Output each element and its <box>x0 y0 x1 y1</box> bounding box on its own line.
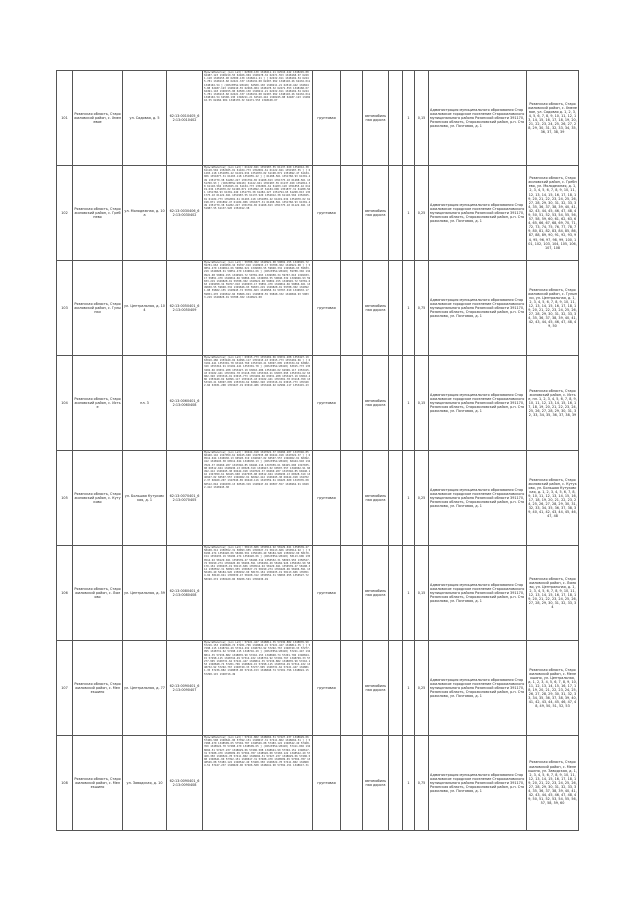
geometry-cell: МультиПолигон[ (Lon Lat): 60444.918 1347022.37 60460.207 1347046.85 60440.116 1347059.61 60425.600 1347035.08 60444.918 1347022.37 ] [ 60512.044 1346930.13 60528.319 1346947.02 60507.557 1346962.91 60492.412 1346945.38 60512.044 1346930.13 ] (CRS=EPSG:28418) 60444.918 1347022.37 60460.207 1347046.85 60440.116 1347059.61 60425.600 1347035.08 60512.044 1346930.13 60528.319 1346947.02 60507.557 1346962.91 60492.412 1346945.38 60444.918 1347022.37 60460.207 1347046.85 60440.116 1347059.61 60425.600 1347035.08 60512.044 1346930.13 60528.319 1346947.02 60507.557 1346962.91 60492.412 1346945.38 60444.918 1347022.37 60460.207 1347046.85 60440.116 1347059.61 60425.600 1347035.08 60512.044 1346930.13 60528.319 1346947.02 60507.557 1346962.91 60492.412 1346945.38 <box>203 451 313 546</box>
empty-cell <box>389 261 403 356</box>
width-cell: 0,15 <box>415 356 429 451</box>
geometry-cell: МультиПолигон[ (Lon Lat): 62500.130 1348211.21 62510.442 1348245.88 62487.123 1348210.55 62466.904 1348178.32 62471.553 1348168.07 62491.118 1348155.90 62500.130 1348211.21 ] [ 62432.011 1348102.54 62445.781 1348115.60 62421.337 1348132.08 62407.992 1348118.46 62432.011 1348102.54 ] (CRS=EPSG:28418) 62500.130 1348211.21 62510.442 1348245.88 62487.123 1348210.55 62466.904 1348178.32 62471.553 1348168.07 62491.118 1348155.90 62500.130 1348211.21 62432.011 1348102.54 62445.781 1348115.60 62421.337 1348132.08 62407.992 1348118.46 62432.011 1348102.54 62500.130 1348211.21 62510.442 1348245.88 62487.123 1348210.55 62466.904 1348178.32 62471.553 1348168.07 <box>203 71 313 166</box>
row-number: 106 <box>57 546 73 641</box>
table-row <box>57 641 579 736</box>
addresses-cell: Рязанская область, Старожиловский район, с. Кутуково, ул. Большая Кутуковская, д. 1, 2, 3, 4, 5, 6, 7, 8, 9, 10, 11, 12, 13, 14, 15, 16, 17, 18, 19, 20, 21, 22, 23, 24, 25, 26, 27, 28, 29, 30, 31, 32, 33, 34, 35, 36, 37, 38, 39, 40, 41, 42, 43, 44, 45, 46, 47, 48 <box>527 451 579 546</box>
table-row <box>57 736 579 831</box>
geometry-cell: МультиПолигон[ (Lon Lat): 57221.447 1348811.35 57236.882 1348835.90 57216.153 1348848.74 57201.796 1348824.15 57221.447 1348811.35 ] [ 57298.115 1348716.49 57314.432 1348732.92 57292.767 1348749.33 57277.995 1348731.62 57298.115 1348716.49 ] (CRS=EPSG:28418) 57221.447 1348811.35 57236.882 1348835.90 57216.153 1348848.74 57201.796 1348824.15 57298.115 1348716.49 57314.432 1348732.92 57292.767 1348749.33 57277.995 1348731.62 57221.447 1348811.35 57236.882 1348835.90 57216.153 1348848.74 57201.796 1348824.15 57298.115 1348716.49 57314.432 1348732.92 57292.767 1348749.33 57277.995 1348731.62 57221.447 1348811.35 57236.882 1348835.90 57216.153 1348848.74 57201.796 1348824.15 57298.115 1348716.49 <box>203 641 313 736</box>
count-cell: 1 <box>403 261 415 356</box>
owner-cell: Администрация муниципального образования Старожиловское городское поселение Старожиловского муниципального района Рязанской области 391170, Рязанская область, Старожиловский район, р.п. Старожилово, ул. Почтовая, д. 1 <box>429 356 527 451</box>
empty-cell <box>341 356 363 451</box>
count-cell: 1 <box>403 166 415 261</box>
object-class-cell: автомобильная дорога <box>363 261 389 356</box>
addresses-cell: Рязанская область, Старожиловский район, с. Истье, пл. 1, 2, 3, 4, 5, 6, 7, 8, 9, 10, 11, 12, 13, 14, 15, 16, 17, 18, 19, 20, 21, 22, 23, 24, 25, 26, 27, 28, 29, 30, 31, 32, 33, 34, 35, 36, 37, 38, 39 <box>527 356 579 451</box>
empty-cell <box>389 451 403 546</box>
addresses-cell: Рязанская область, Старожиловский район, с. Мелекшино, ул. Заводская, д. 1, 2, 3, 4, 5, 6, 7, 8, 9, 10, 11, 12, 13, 14, 15, 16, 17, 18, 19, 20, 21, 22, 23, 24, 25, 26, 27, 28, 29, 30, 31, 32, 33, 34, 35, 36, 37, 38, 39, 40, 41, 42, 43, 44, 45, 46, 47, 48, 49, 50, 51, 52, 53, 54, 55, 56, 57, 58, 59, 60 <box>527 736 579 831</box>
owner-cell: Администрация муниципального образования Старожиловское городское поселение Старожиловского муниципального района Рязанской области 391170, Рязанская область, Старожиловский район, р.п. Старожилово, ул. Почтовая, д. 1 <box>429 71 527 166</box>
empty-cell <box>341 71 363 166</box>
object-class-cell: автомобильная дорога <box>363 546 389 641</box>
registry-sheet <box>56 70 578 830</box>
row-number: 108 <box>57 736 73 831</box>
cadastral-number-cell: 62:13:0050401_62:13:0050409 <box>167 261 203 356</box>
cadastral-number-cell: 62:13:0060401_62:13:0060408 <box>167 356 203 451</box>
locality-cell: Рязанская область, Старожиловский район, с. Ломово <box>73 546 123 641</box>
width-cell: 0,25 <box>415 166 429 261</box>
cadastral-number-cell: 62:13:0090401_62:13:0090407 <box>167 641 203 736</box>
owner-cell: Администрация муниципального образования Старожиловское городское поселение Старожиловского муниципального района Рязанской области 391170, Рязанская область, Старожиловский район, р.п. Старожилово, ул. Почтовая, д. 1 <box>429 736 527 831</box>
cadastral-number-cell: 62:13:0090401_62:13:0090408 <box>167 736 203 831</box>
cadastral-number-cell: 62:13:0030406_62:13:0030402 <box>167 166 203 261</box>
street-cell: пл. 3 <box>123 356 167 451</box>
street-cell: ул. Центральная, д. 59 <box>123 546 167 641</box>
owner-cell: Администрация муниципального образования Старожиловское городское поселение Старожиловского муниципального района Рязанской области 391170, Рязанская область, Старожиловский район, р.п. Старожилово, ул. Почтовая, д. 1 <box>429 546 527 641</box>
addresses-cell: Рязанская область, Старожиловский район, с. Ломово, ул. Центральная, д. 1, 2, 3, 4, 5, 6, 7, 8, 9, 10, 11, 12, 13, 14, 15, 16, 17, 18, 19, 20, 21, 22, 23, 24, 25, 26, 27, 28, 29, 30, 31, 32, 33, 34 <box>527 546 579 641</box>
object-class-cell: автомобильная дорога <box>363 71 389 166</box>
count-cell: 1 <box>403 736 415 831</box>
empty-cell <box>341 261 363 356</box>
row-number: 105 <box>57 451 73 546</box>
road-surface-cell: грунтовая <box>313 546 341 641</box>
count-cell: 1 <box>403 641 415 736</box>
table-row <box>57 71 579 166</box>
road-surface-cell: грунтовая <box>313 736 341 831</box>
row-number: 104 <box>57 356 73 451</box>
locality-cell: Рязанская область, Старожиловский район, с. Гулынки <box>73 261 123 356</box>
geometry-cell: МультиПолигон[ (Lon Lat): 58113.606 1350514.92 58129.041 1350539.47 58108.312 1350552.31 58093.955 1350527.72 58113.606 1350514.92 ] [ 58190.274 1350420.06 58206.591 1350436.49 58184.926 1350452.90 58170.154 1350435.19 58190.274 1350420.06 ] (CRS=EPSG:28418) 58113.606 1350514.92 58129.041 1350539.47 58108.312 1350552.31 58093.955 1350527.72 58190.274 1350420.06 58206.591 1350436.49 58184.926 1350452.90 58170.154 1350435.19 58113.606 1350514.92 58129.041 1350539.47 58108.312 1350552.31 58093.955 1350527.72 58190.274 1350420.06 58206.591 1350436.49 58184.926 1350452.90 58170.154 1350435.19 58113.606 1350514.92 58129.041 1350539.47 58108.312 1350552.31 58093.955 1350527.72 58190.274 1350420.06 58206.591 1350436.49 <box>203 546 313 641</box>
registry-table <box>56 70 579 831</box>
locality-cell: Рязанская область, Старожиловский район, с. Кутуково <box>73 451 123 546</box>
table-row <box>57 546 579 641</box>
width-cell: 0,75 <box>415 261 429 356</box>
width-cell: 0,15 <box>415 546 429 641</box>
row-number: 102 <box>57 166 73 261</box>
width-cell: 0,25 <box>415 451 429 546</box>
empty-cell <box>389 641 403 736</box>
street-cell: ул. Молодежная, д. 10а <box>123 166 167 261</box>
cadastral-number-cell: 62:13:0080401_62:13:0080408 <box>167 546 203 641</box>
empty-cell <box>389 166 403 261</box>
geometry-cell: МультиПолигон[ (Lon Lat): 57411.802 1348604.51 57427.237 1348629.06 57406.508 1348641.90 57392.151 1348617.31 57411.802 1348604.51 ] [ 57488.470 1348509.65 57504.787 1348526.08 57483.122 1348542.49 57468.350 1348524.78 57488.470 1348509.65 ] (CRS=EPSG:28418) 57411.802 1348604.51 57427.237 1348629.06 57406.508 1348641.90 57392.151 1348617.31 57488.470 1348509.65 57504.787 1348526.08 57483.122 1348542.49 57468.350 1348524.78 57411.802 1348604.51 57427.237 1348629.06 57406.508 1348641.90 57392.151 1348617.31 57488.470 1348509.65 57504.787 1348526.08 57483.122 1348542.49 57468.350 1348524.78 57411.802 1348604.51 57427.237 1348629.06 57406.508 1348641.90 57392.151 1348617.31 <box>203 736 313 831</box>
object-class-cell: автомобильная дорога <box>363 451 389 546</box>
row-number: 103 <box>57 261 73 356</box>
geometry-cell: МультиПолигон[ (Lon Lat): 63015.773 1353402.66 63031.208 1353427.19 63010.486 1353440.02 62996.117 1353415.43 63015.773 1353402.66 ] [ 63102.441 1353301.78 63118.760 1353318.21 63097.095 1353334.62 63082.320 1353316.91 63102.441 1353301.78 ] (CRS=EPSG:28418) 63015.773 1353402.66 63031.208 1353427.19 63010.486 1353440.02 62996.117 1353415.43 63102.441 1353301.78 63118.760 1353318.21 63097.095 1353334.62 63082.320 1353316.91 63015.773 1353402.66 63031.208 1353427.19 63010.486 1353440.02 62996.117 1353415.43 63102.441 1353301.78 63118.760 1353318.21 63097.095 1353334.62 63082.320 1353316.91 63015.773 1353402.66 63031.208 1353427.19 63010.486 1353440.02 62996.117 1353415.43 <box>203 356 313 451</box>
locality-cell: Рязанская область, Старожиловский район, с. Хмелевое <box>73 71 123 166</box>
street-cell: ул. Садовая, д. 5 <box>123 71 167 166</box>
cadastral-number-cell: 62:13:0070401_62:13:0070405 <box>167 451 203 546</box>
locality-cell: Рязанская область, Старожиловский район, с. Мелекшино <box>73 736 123 831</box>
addresses-cell: Рязанская область, Старожиловский район, с. Мелекшино, ул. Центральная, д. 1, 2, 3, 4, 5, 6, 7, 8, 9, 10, 11, 12, 13, 14, 15, 16, 17, 18, 19, 20, 21, 22, 23, 24, 25, 26, 27, 28, 29, 30, 31, 32, 33, 34, 35, 36, 37, 38, 39, 40, 41, 42, 43, 44, 45, 46, 47, 48, 49, 50, 51, 52, 53 <box>527 641 579 736</box>
road-surface-cell: грунтовая <box>313 451 341 546</box>
road-surface-cell: грунтовая <box>313 356 341 451</box>
row-number: 107 <box>57 641 73 736</box>
owner-cell: Администрация муниципального образования Старожиловское городское поселение Старожиловского муниципального района Рязанской области 391170, Рязанская область, Старожиловский район, р.п. Старожилово, ул. Почтовая, д. 1 <box>429 261 527 356</box>
count-cell: 1 <box>403 356 415 451</box>
owner-cell: Администрация муниципального образования Старожиловское городское поселение Старожиловского муниципального района Рязанской области 391170, Рязанская область, Старожиловский район, р.п. Старожилово, ул. Почтовая, д. 1 <box>429 166 527 261</box>
width-cell: 0,25 <box>415 641 429 736</box>
road-surface-cell: грунтовая <box>313 71 341 166</box>
object-class-cell: автомобильная дорога <box>363 356 389 451</box>
street-cell: ул. Большая Кутуковская, д. 1 <box>123 451 167 546</box>
cadastral-number-cell: 62:13:0010405_62:13:0010402 <box>167 71 203 166</box>
count-cell: 1 <box>403 546 415 641</box>
row-number: 101 <box>57 71 73 166</box>
empty-cell <box>389 71 403 166</box>
table-row <box>57 451 579 546</box>
count-cell: 1 <box>403 71 415 166</box>
road-surface-cell: грунтовая <box>313 641 341 736</box>
locality-cell: Рязанская область, Старожиловский район, с. Истье <box>73 356 123 451</box>
empty-cell <box>341 736 363 831</box>
empty-cell <box>389 736 403 831</box>
width-cell: 0,15 <box>415 71 429 166</box>
street-cell: ул. Центральная, д. 104 <box>123 261 167 356</box>
table-row <box>57 261 579 356</box>
geometry-cell: МультиПолигон[ (Lon Lat): 61122.041 1351987.55 61137.920 1352012.38 61118.504 1352025.01 61104.773 1352001.61 61122.041 1351987.55 ] [ 61203.118 1351855.42 61219.634 1351870.02 61198.871 1351892.47 61184.006 1351877.31 61203.118 1351855.42 ] [ 61288.561 1351760.93 61301.449 1351779.38 61282.227 1351794.65 61268.813 1351775.10 61288.561 1351760.93 ] (CRS=EPSG:28418) 61122.041 1351987.55 61137.920 1352012.38 61118.504 1352025.01 61104.773 1352001.61 61203.118 1351855.42 61219.634 1351870.02 61198.871 1351892.47 61184.006 1351877.31 61288.561 1351760.93 61301.449 1351779.38 61282.227 1351794.65 61268.813 1351775.10 61122.041 1351987.55 61137.920 1352012.38 61118.504 1352025.01 61104.773 1352001.61 61203.118 1351855.42 61219.634 1351870.02 61198.871 1351892.47 61184.006 1351877.31 61288.561 1351760.93 61301.449 1351779.38 61282.227 1351794.65 61268.813 1351775.10 61122.041 1351987.55 61137.920 1352012.38 <box>203 166 313 261</box>
count-cell: 1 <box>403 451 415 546</box>
street-cell: ул. Заводская, д. 10 <box>123 736 167 831</box>
locality-cell: Рязанская область, Старожиловский район, с. Гребнево <box>73 166 123 261</box>
width-cell: 0,75 <box>415 736 429 831</box>
table-row <box>57 166 579 261</box>
addresses-cell: Рязанская область, Старожиловский район, с. Хмелевое, ул. Садовая д. 1, 2, 3, 4, 5, 6, 7, 8, 9, 10, 11, 12, 13, 14, 15, 16, 17, 18, 19, 20, 21, 22, 23, 24, 25, 26, 27, 28, 29, 30, 31, 32, 33, 34, 35, 36, 37, 38, 39 <box>527 71 579 166</box>
locality-cell: Рязанская область, Старожиловский район, с. Мелекшино <box>73 641 123 736</box>
object-class-cell: автомобильная дорога <box>363 641 389 736</box>
table-row <box>57 356 579 451</box>
empty-cell <box>341 166 363 261</box>
road-surface-cell: грунтовая <box>313 261 341 356</box>
empty-cell <box>341 451 363 546</box>
addresses-cell: Рязанская область, Старожиловский район, с. Гребнево, ул. Молодежная, д. 1, 2, 3, 4, 5, 6, 7, 8, 9, 10, 11, 12, 13, 14, 15, 16, 17, 18, 19, 20, 21, 22, 23, 24, 25, 26, 27, 28, 29, 30, 31, 32, 33, 34, 35, 36, 37, 38, 39, 40, 41, 42, 43, 44, 45, 46, 47, 48, 49, 50, 51, 52, 53, 54, 55, 56, 57, 58, 59, 60, 61, 62, 63, 64, 65, 66, 67, 68, 69, 70, 71, 72, 73, 74, 75, 76, 77, 78, 79, 80, 81, 82, 83, 84, 85, 86, 87, 88, 89, 90, 91, 92, 93, 94, 95, 96, 97, 98, 99, 100, 101, 102, 103, 104, 105, 106, 107, 108 <box>527 166 579 261</box>
object-class-cell: автомобильная дорога <box>363 736 389 831</box>
street-cell: ул. Центральная, д. 77 <box>123 641 167 736</box>
geometry-cell: МультиПолигон[ (Lon Lat): 59788.302 1349921.08 59802.155 1349945.72 59781.663 1349958.34 59767.010 1349933.17 59788.302 1349921.08 ] [ 59851.470 1349812.66 59866.021 1349830.55 59848.332 1349846.93 59833.219 1349828.01 59851.470 1349812.66 ] (CRS=EPSG:28418) 59788.302 1349921.08 59802.155 1349945.72 59781.663 1349958.34 59767.010 1349933.17 59851.470 1349812.66 59866.021 1349830.55 59848.332 1349846.93 59833.219 1349828.01 59788.302 1349921.08 59802.155 1349945.72 59781.663 1349958.34 59767.010 1349933.17 59851.470 1349812.66 59866.021 1349830.55 59848.332 1349846.93 59833.219 1349828.01 59788.302 1349921.08 59802.155 1349945.72 59781.663 1349958.34 59767.010 1349933.17 59851.470 1349812.66 59866.021 1349830.55 59848.332 1349846.93 59833.219 1349828.01 59788.302 1349921.08 <box>203 261 313 356</box>
empty-cell <box>341 546 363 641</box>
owner-cell: Администрация муниципального образования Старожиловское городское поселение Старожиловского муниципального района Рязанской области 391170, Рязанская область, Старожиловский район, р.п. Старожилово, ул. Почтовая, д. 1 <box>429 641 527 736</box>
empty-cell <box>341 641 363 736</box>
empty-cell <box>389 546 403 641</box>
object-class-cell: автомобильная дорога <box>363 166 389 261</box>
empty-cell <box>389 356 403 451</box>
addresses-cell: Рязанская область, Старожиловский район, с. Гулынки, ул. Центральная, д. 1, 2, 3, 4, 5, 6, 7, 8, 9, 10, 11, 12, 13, 14, 15, 16, 17, 18, 19, 20, 21, 22, 23, 24, 25, 26, 27, 28, 29, 30, 31, 32, 33, 34, 35, 36, 37, 38, 39, 40, 41, 42, 43, 44, 45, 46, 47, 48, 49, 50 <box>527 261 579 356</box>
owner-cell: Администрация муниципального образования Старожиловское городское поселение Старожиловского муниципального района Рязанской области 391170, Рязанская область, Старожиловский район, р.п. Старожилово, ул. Почтовая, д. 1 <box>429 451 527 546</box>
road-surface-cell: грунтовая <box>313 166 341 261</box>
